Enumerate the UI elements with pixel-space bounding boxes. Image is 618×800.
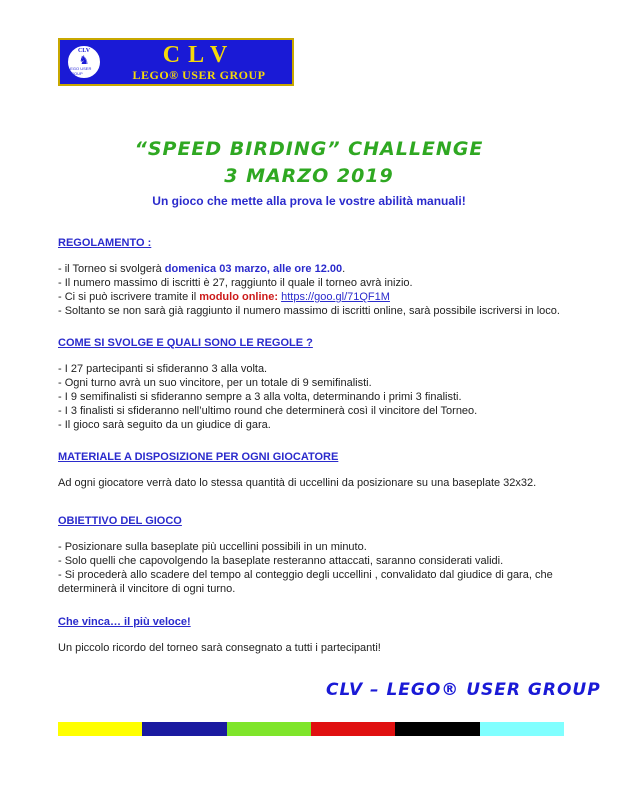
list-item: - Il gioco sarà seguito da un giudice di gara. <box>58 419 271 431</box>
seal-top-text: CLV <box>77 48 91 54</box>
section-finale <box>58 615 564 655</box>
stripe-red <box>311 722 395 736</box>
online-form-label: modulo online: <box>199 291 279 303</box>
page-title: “SPEED BIRDING” CHALLENGE <box>134 138 484 160</box>
logo-brand: CLV <box>162 42 236 68</box>
footer-brand: CLV – LEGO® USER GROUP <box>326 680 601 700</box>
stripe-black <box>395 722 479 736</box>
rule-line <box>58 290 564 304</box>
list-item: - Si procederà allo scadere del tempo al conteggio degli uccellini , convalidato dal giudice di gara, che determinerà il vincitore di ogni turno. <box>58 569 553 595</box>
section-materiale <box>58 450 564 490</box>
list-item: - Solo quelli che capovolgendo la baseplate resteranno attaccati, saranno considerati validi. <box>58 555 504 567</box>
clv-seal-icon <box>66 44 102 80</box>
page-subtitle: Un gioco che mette alla prova le vostre abilità manuali! <box>152 194 466 208</box>
list-item: - I 9 semifinalisti si sfideranno sempre a 3 alla volta, determinando i primi 3 finalisti. <box>58 391 462 403</box>
stripe-yellow <box>58 722 142 736</box>
list-item: - Posizionare sulla baseplate più uccellini possibili in un minuto. <box>58 541 367 553</box>
list-item: - I 3 finalisti si sfideranno nell’ultimo round che determinerà così il vincitore del Torneo. <box>58 405 478 417</box>
section-regolamento <box>58 236 564 318</box>
event-date: 3 MARZO 2019 <box>224 165 394 187</box>
rule-line <box>58 262 564 276</box>
list-item: - I 27 partecipanti si sfideranno 3 alla volta. <box>58 363 268 375</box>
color-stripe <box>58 722 564 736</box>
rule-text: - il Torneo si svolgerà <box>58 263 165 275</box>
stripe-blue <box>142 722 226 736</box>
rule-line: - Il numero massimo di iscritti è 27, raggiunto il quale il torneo avrà inizio. <box>58 277 413 289</box>
section-heading: Che vinca… il più veloce! <box>58 616 191 628</box>
registration-link[interactable]: https://goo.gl/71QF1M <box>281 291 390 303</box>
logo-brand-sub: LEGO® USER GROUP <box>132 68 266 82</box>
rule-line: - Soltanto se non sarà già raggiunto il numero massimo di iscritti online, sarà possibile iscriversi in loco. <box>58 305 560 317</box>
stripe-cyan <box>480 722 564 736</box>
rule-text: - Ci si può iscrivere tramite il <box>58 291 200 303</box>
seal-bottom-text: LEGO USER GROUP <box>68 66 92 76</box>
section-heading: OBIETTIVO DEL GIOCO <box>58 515 182 527</box>
section-obiettivo <box>58 514 564 596</box>
section-text: Un piccolo ricordo del torneo sarà consegnato a tutti i partecipanti! <box>58 642 381 654</box>
rule-text: . <box>342 263 346 275</box>
list-item: - Ogni turno avrà un suo vincitore, per un totale di 9 semifinalisti. <box>58 377 372 389</box>
section-heading: REGOLAMENTO : <box>58 237 152 249</box>
section-heading: MATERIALE A DISPOSIZIONE PER OGNI GIOCATORE <box>58 451 339 463</box>
clv-logo <box>58 38 294 86</box>
section-regole <box>58 336 564 432</box>
stripe-green <box>227 722 311 736</box>
event-datetime: domenica 03 marzo, alle ore 12.00 <box>164 263 343 275</box>
section-text: Ad ogni giocatore verrà dato lo stessa quantità di uccellini da posizionare su una baseplate 32x32. <box>58 477 537 489</box>
seal-lion-icon: ♞ <box>78 53 90 67</box>
section-heading: COME SI SVOLGE E QUALI SONO LE REGOLE ? <box>58 337 313 349</box>
